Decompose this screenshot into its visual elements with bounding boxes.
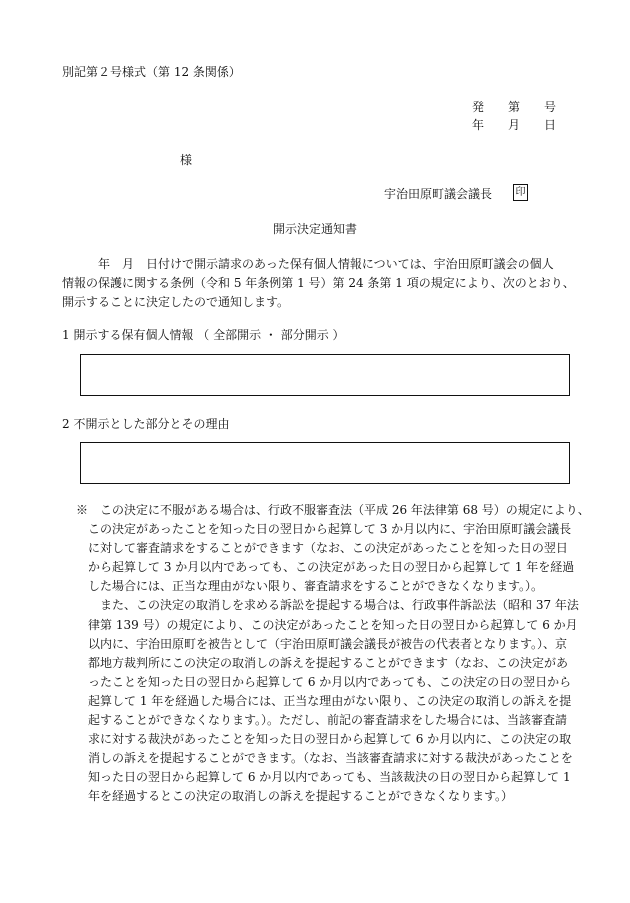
notice-line: ※ この決定に不服がある場合は、行政不服審査法（平成 26 年法律第 68 号）の規定により、 — [76, 503, 590, 517]
notice-line: した場合には、正当な理由がない限り、審査請求をすることができなくなります。）。 — [76, 579, 544, 594]
notice-line: 知った日の翌日から起算して 6 か月以内であっても、当該裁決の日の翌日から起算して 1 — [76, 770, 571, 785]
section1-entry-box — [80, 354, 570, 396]
section1-heading: 1 開示する保有個人情報 （ 全部開示 ・ 部分開示 ） — [62, 328, 345, 342]
issuer-name: 宇治田原町議会議長 — [384, 187, 493, 201]
notice-line: 起算して 1 年を経過した場合には、正当な理由がない限り、この決定の取消しの訴えを提 — [76, 693, 572, 708]
section2-entry-box — [80, 442, 570, 484]
notice-line: から起算して 3 か月以内であっても、この決定があった日の翌日から起算して 1 年を経過 — [76, 560, 575, 575]
document-number-line: 発 第 号 — [471, 100, 556, 114]
body-paragraph — [62, 255, 574, 312]
notice-line: 求に対する裁決があったことを知った日の翌日から起算して 6 か月以内に、この決定の取 — [76, 732, 572, 747]
notice-line: この決定があったことを知った日の翌日から起算して 3 か月以内に、宇治田原町議会議長 — [76, 522, 572, 537]
notice-line: 年を経過するとこの決定の取消しの訴えを提起することができなくなります。） — [76, 789, 514, 804]
seal-box: 印 — [513, 184, 528, 201]
notice-line: また、この決定の取消しを求める訴訟を提起する場合は、行政事件訴訟法（昭和 37 年法 — [76, 598, 579, 613]
appeal-notice — [76, 501, 590, 807]
notice-line: 起することができなくなります。）。ただし、前記の審査請求をした場合には、当該審査請 — [76, 713, 568, 728]
body-line: 開示することに決定したので通知します。 — [62, 295, 290, 309]
body-line: 情報の保護に関する条例（令和 5 年条例第 1 号）第 24 条第 1 項の規定により、次のとおり、 — [62, 276, 575, 290]
document-title: 開示決定通知書 — [272, 222, 357, 236]
notice-line: ったことを知った日の翌日から起算して 6 か月以内であっても、この決定の日の翌日から — [76, 674, 572, 689]
section2-heading: 2 不開示とした部分とその理由 — [62, 417, 230, 431]
body-line: 年 月 日付けで開示請求のあった保有個人情報については、宇治田原町議会の個人 — [62, 257, 554, 271]
notice-line: 以内に、宇治田原町を被告として（宇治田原町議会議長が被告の代表者となります。）、京 — [76, 636, 568, 651]
notice-line: に対して審査請求をすることができます（なお、この決定があったことを知った日の翌日 — [76, 541, 568, 556]
date-line: 年 月 日 — [471, 118, 556, 132]
notice-line: 律第 139 号）の規定により、この決定があったことを知った日の翌日から起算して 6 か月 — [76, 617, 578, 632]
notice-line: 消しの訴えを提起することができます。（なお、当該審査請求に対する裁決があったことを — [76, 751, 573, 766]
form-number: 別記第２号様式（第 12 条関係） — [62, 65, 241, 79]
addressee-honorific: 様 — [180, 153, 193, 167]
notice-line: 都地方裁判所にこの決定の取消しの訴えを提起することができます（なお、この決定があ — [76, 655, 569, 670]
